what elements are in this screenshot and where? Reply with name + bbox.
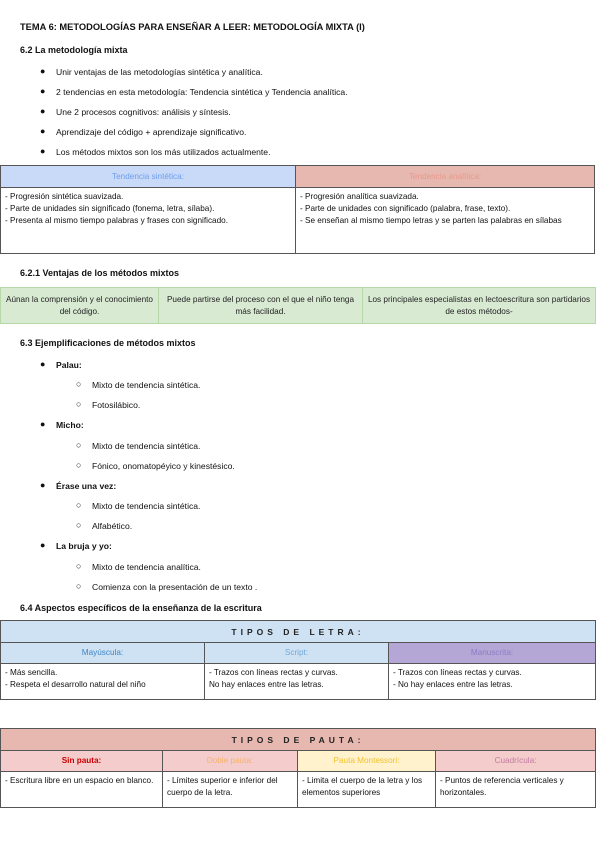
cell-manuscrita: - Trazos con líneas rectas y curvas. - No hay enlaces entre las letras. — [389, 664, 596, 700]
ventaja-cell: Puede partirse del proceso con el que el niño tenga más facilidad. — [159, 288, 363, 324]
bullet-icon: ● — [40, 66, 46, 76]
bullet-icon: ● — [40, 106, 46, 116]
header-manuscrita: Manuscrita: — [389, 643, 596, 664]
header-sin-pauta: Sin pauta: — [1, 751, 163, 772]
cell-analitica: - Progresión analítica suavizada. - Parte de unidades con significado (palabra, frase, texto). - Se enseñan al mismo tiempo letras y se parten las palabras en sílabas — [296, 188, 595, 254]
bullet-icon: ● — [40, 540, 46, 550]
circle-bullet-icon: ○ — [76, 581, 82, 591]
header-montessori: Pauta Montessori: — [298, 751, 436, 772]
header-doble-pauta: Doble pauta: — [163, 751, 298, 772]
section-heading-6-4: 6.4 Aspectos específicos de la enseñanza de la escritura — [20, 603, 262, 613]
circle-bullet-icon: ○ — [76, 520, 82, 530]
cell-doble-pauta: - Límites superior e inferior del cuerpo de la letra. — [163, 772, 298, 808]
section-heading-6-2-1: 6.2.1 Ventajas de los métodos mixtos — [20, 268, 180, 278]
tendencias-table — [0, 165, 595, 254]
tipos-pauta-table — [0, 728, 596, 808]
header-sintetica: Tendencia sintética: — [1, 166, 296, 188]
header-analitica: Tendencia analítica: — [296, 166, 595, 188]
cell-montessori: - Limita el cuerpo de la letra y los elementos superiores — [298, 772, 436, 808]
cell-mayuscula: - Más sencilla. - Respeta el desarrollo natural del niño — [1, 664, 205, 700]
section-heading-6-2: 6.2 La metodología mixta — [20, 45, 128, 55]
circle-bullet-icon: ○ — [76, 399, 82, 409]
tipos-letra-table — [0, 620, 596, 700]
bullet-icon: ● — [40, 480, 46, 490]
header-mayuscula: Mayúscula: — [1, 643, 205, 664]
cell-sintetica: - Progresión sintética suavizada. - Parte de unidades sin significado (fonema, letra, sílaba). - Presenta al mismo tiempo palabras y frases con significado. — [1, 188, 296, 254]
circle-bullet-icon: ○ — [76, 500, 82, 510]
ventajas-table — [0, 287, 596, 324]
cell-sin-pauta: - Escritura libre en un espacio en blanco. — [1, 772, 163, 808]
circle-bullet-icon: ○ — [76, 379, 82, 389]
bullet-icon: ● — [40, 126, 46, 136]
circle-bullet-icon: ○ — [76, 460, 82, 470]
tipos-letra-title: TIPOS DE LETRA: — [1, 621, 596, 643]
circle-bullet-icon: ○ — [76, 440, 82, 450]
circle-bullet-icon: ○ — [76, 561, 82, 571]
page-title: TEMA 6: METODOLOGÍAS PARA ENSEÑAR A LEER: METODOLOGÍA MIXTA (I) — [20, 22, 365, 32]
bullet-icon: ● — [40, 419, 46, 429]
ventaja-cell: Aúnan la comprensión y el conocimiento del código. — [1, 288, 159, 324]
cell-cuadricula: - Puntos de referencia verticales y horizontales. — [436, 772, 596, 808]
bullet-icon: ● — [40, 86, 46, 96]
header-script: Script: — [205, 643, 389, 664]
bullet-icon: ● — [40, 146, 46, 156]
header-cuadricula: Cuadrícula: — [436, 751, 596, 772]
cell-script: - Trazos con líneas rectas y curvas. No hay enlaces entre las letras. — [205, 664, 389, 700]
section-heading-6-3: 6.3 Ejemplificaciones de métodos mixtos — [20, 338, 196, 348]
ventaja-cell: Los principales especialistas en lectoescritura son partidarios de estos métodos- — [363, 288, 596, 324]
tipos-pauta-title: TIPOS DE PAUTA: — [1, 729, 596, 751]
bullet-icon: ● — [40, 359, 46, 369]
